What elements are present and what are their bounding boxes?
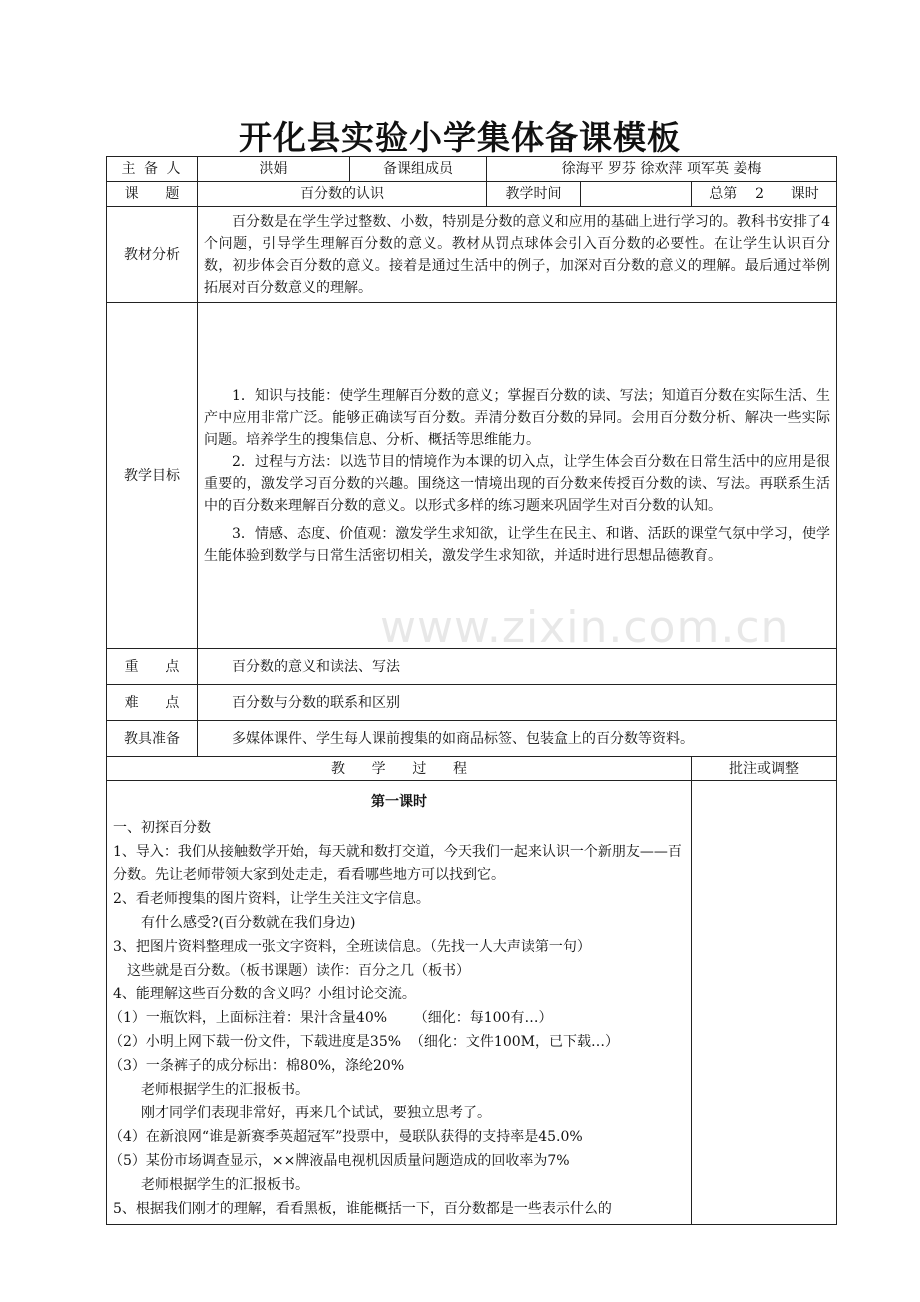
process-line: 一、初探百分数 [113,819,211,836]
process-line: （2）小明上网下载一份文件，下载进度是35% （细化：文件100M，已下载…） [109,1033,619,1050]
topic-value: 百分数的认识 [198,182,487,207]
lesson-title: 第一课时 [371,794,427,810]
main-preparer-label: 主 备 人 [107,157,198,182]
process-line: 4、能理解这些百分数的含义吗？小组讨论交流。 [113,986,416,1003]
teaching-time-value [581,182,692,207]
process-line: 老师根据学生的汇报板书。 [141,1081,309,1098]
period-total: 总第 2 课时 [692,182,837,207]
topic-label: 课 题 [107,182,198,207]
material-analysis-label: 教材分析 [107,207,198,303]
tools-text: 多媒体课件、学生每人课前搜集的如商品标签、包装盒上的百分数等资料。 [198,721,837,757]
tools-row [107,721,837,757]
key-point-text: 百分数的意义和读法、写法 [198,649,837,685]
tools-label: 教具准备 [107,721,198,757]
key-point-label: 重 点 [107,649,198,685]
teaching-goals-row [107,303,837,649]
process-line: （1）一瓶饮料，上面标注着：果汁含量40% （细化：每100有…） [109,1010,553,1027]
teaching-goals-content [198,303,837,649]
difficulty-row [107,685,837,721]
material-analysis-row [107,207,837,303]
process-line: （3）一条裤子的成分标出：棉80%，涤纶20% [109,1057,405,1074]
remarks-header: 批注或调整 [692,757,837,781]
remarks-cell [692,781,837,1225]
key-point-row [107,649,837,685]
goal-process-method: 2．过程与方法：以选节目的情境作为本课的切入点，让学生体会百分数在日常生活中的应用是很重要的，激发学习百分数的兴趣。围绕这一情境出现的百分数来传授百分数的读、写法。再联系生活中的百分数来理解百分数的意义。以形式多样的练习题来巩固学生对百分数的认知。 [204,453,830,514]
process-header: 教 学 过 程 [107,757,692,781]
main-preparer-value: 洪娟 [198,157,350,182]
process-line: （4）在新浪网“谁是新赛季英超冠军”投票中，曼联队获得的支持率是45.0% [109,1129,583,1146]
process-line: 5、根据我们刚才的理解，看看黑板，谁能概括一下，百分数都是一些表示什么的 [113,1200,612,1217]
process-line: （5）某份市场调查显示，××牌液晶电视机因质量问题造成的回收率为7% [109,1152,570,1169]
goal-knowledge-skills: 1．知识与技能：使学生理解百分数的意义；掌握百分数的读、写法；知道百分数在实际生活、生产中应用非常广泛。能够正确读写百分数。弄清分数百分数的异同。会用百分数分析、解决一些实际问题。培养学生的搜集信息、分析、概括等思维能力。 [204,387,830,448]
group-members-label: 备课组成员 [350,157,487,182]
goal-emotion-values: 3．情感、态度、价值观：激发学生求知欲，让学生在民主、和谐、活跃的课堂气氛中学习，使学生能体验到数学与日常生活密切相关，激发学生求知欲，并适时进行思想品德教育。 [204,525,830,564]
process-header-row [107,757,837,781]
group-members-value: 徐海平 罗芬 徐欢萍 项军英 姜梅 [487,157,837,182]
lesson-plan-table [106,156,837,1225]
teaching-goals-label: 教学目标 [107,303,198,649]
material-analysis-text: 百分数是在学生学过整数、小数，特别是分数的意义和应用的基础上进行学习的。教科书安排了4个问题，引导学生理解百分数的意义。教材从罚点球体会引入百分数的必要性。在让学生认识百分数，初步体会百分数的意义。接着是通过生活中的例子，加深对百分数的意义的理解。最后通过举例拓展对百分数意义的理解。 [198,207,837,303]
process-line: 老师根据学生的汇报板书。 [141,1176,309,1193]
difficulty-text: 百分数与分数的联系和区别 [198,685,837,721]
watermark: www.zixin.com.cn [380,602,790,653]
difficulty-label: 难 点 [107,685,198,721]
process-row [107,781,837,1225]
process-content [107,781,692,1225]
teaching-time-label: 教学时间 [487,182,581,207]
page-title: 开化县实验小学集体备课模板 [239,118,681,157]
process-line: 1、导入：我们从接触数学开始，每天就和数打交道，今天我们一起来认识一个新朋友——百分数。先让老师带领大家到处走走，看看哪些地方可以找到它。 [113,843,682,884]
process-line: 刚才同学们表现非常好，再来几个试试，要独立思考了。 [141,1105,491,1122]
process-line: 这些就是百分数。（板书课题）读作：百分之几（板书） [127,962,470,979]
topic-row [107,182,837,207]
process-line: 3、把图片资料整理成一张文字资料，全班读信息。（先找一人大声读第一句） [113,938,591,955]
preparer-row [107,157,837,182]
process-line: 有什么感受?(百分数就在我们身边) [141,914,356,931]
process-line: 2、看老师搜集的图片资料，让学生关注文字信息。 [113,891,430,908]
